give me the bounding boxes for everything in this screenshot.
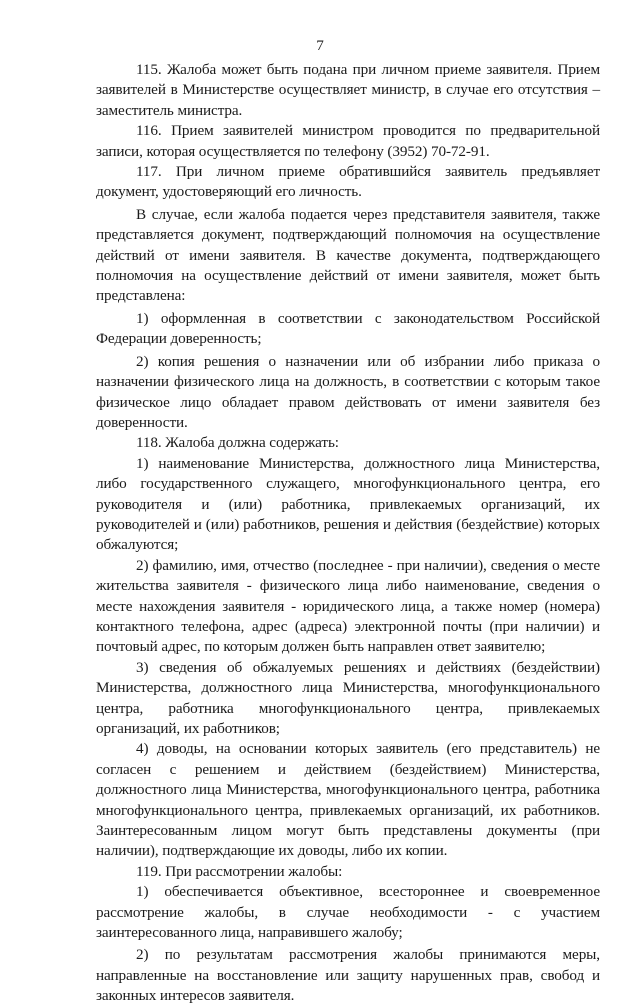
paragraph-119: 119. При рассмотрении жалобы: — [136, 862, 343, 880]
paragraph-117: 117. При личном приеме обратившийся заявитель предъявляет документ, удостоверяющий его личность. — [96, 163, 600, 201]
paragraph-115: 115. Жалоба может быть подана при личном приеме заявителя. Прием заявителей в Министерстве осуществляет министр, в случае его отсутствия – заместитель министра. — [96, 61, 600, 119]
document-body — [96, 60, 600, 1007]
list-item-119-1: 1) обеспечивается объективное, всестороннее и своевременное рассмотрение жалобы, в случае необходимости - с участием заинтересованного лица, направившего жалобу; — [96, 883, 600, 942]
paragraph-116: 116. Прием заявителей министром проводится по предварительной записи, которая осуществляется по телефону (3952) 70-72-91. — [96, 122, 600, 160]
list-item-118-4: 4) доводы, на основании которых заявитель (его представитель) не согласен с решением и действием (бездействием) Министерства, должностного лица Министерства, многофункционального центра, работника многофункционального центра, привлекаемых организаций, их работников. Заинтересованным лицом могут быть представлены документы (при наличии), подтверждающие их доводы, либо их копии. — [96, 740, 600, 860]
list-item-power-of-attorney: 1) оформленная в соответствии с законодательством Российской Федерации доверенность; — [96, 309, 600, 348]
page-number: 7 — [316, 37, 324, 54]
list-item-118-1: 1) наименование Министерства, должностного лица Министерства, либо государственного служащего, многофункционального центра, его руководителя и (или) работника, привлекаемых организаций, их руководителей и (или) работников, решения и действия (бездействие) которых обжалуются; — [96, 454, 600, 554]
list-item-118-3: 3) сведения об обжалуемых решениях и действиях (бездействии) Министерства, должностного лица Министерства, многофункционального центра, работника многофункционального центра, привлекаемых организаций, их работников; — [96, 658, 600, 737]
list-item-appointment-decision: 2) копия решения о назначении или об избрании либо приказа о назначении физического лица на должность, в соответствии с которым такое физическое лицо обладает правом действовать от имени заявителя без доверенности. — [96, 352, 600, 431]
paragraph-representative: В случае, если жалоба подается через представителя заявителя, также представляется документ, подтверждающий полномочия на осуществление действий от имени заявителя. В качестве документа, подтверждающего полномочия на осуществление действий от имени заявителя, может быть представлена: — [96, 205, 600, 305]
list-item-118-2: 2) фамилию, имя, отчество (последнее - при наличии), сведения о месте жительства заявителя - физического лица либо наименование, сведения о месте нахождения заявителя - юридического лица, а также номер (номера) контактного телефона, адрес (адреса) электронной почты (при наличии) и почтовый адрес, по которым должен быть направлен ответ заявителю; — [96, 556, 600, 656]
list-item-119-2: 2) по результатам рассмотрения жалобы принимаются меры, направленные на восстановление или защиту нарушенных прав, свобод и законных интересов заявителя. — [96, 946, 600, 1005]
paragraph-118: 118. Жалоба должна содержать: — [136, 434, 339, 452]
